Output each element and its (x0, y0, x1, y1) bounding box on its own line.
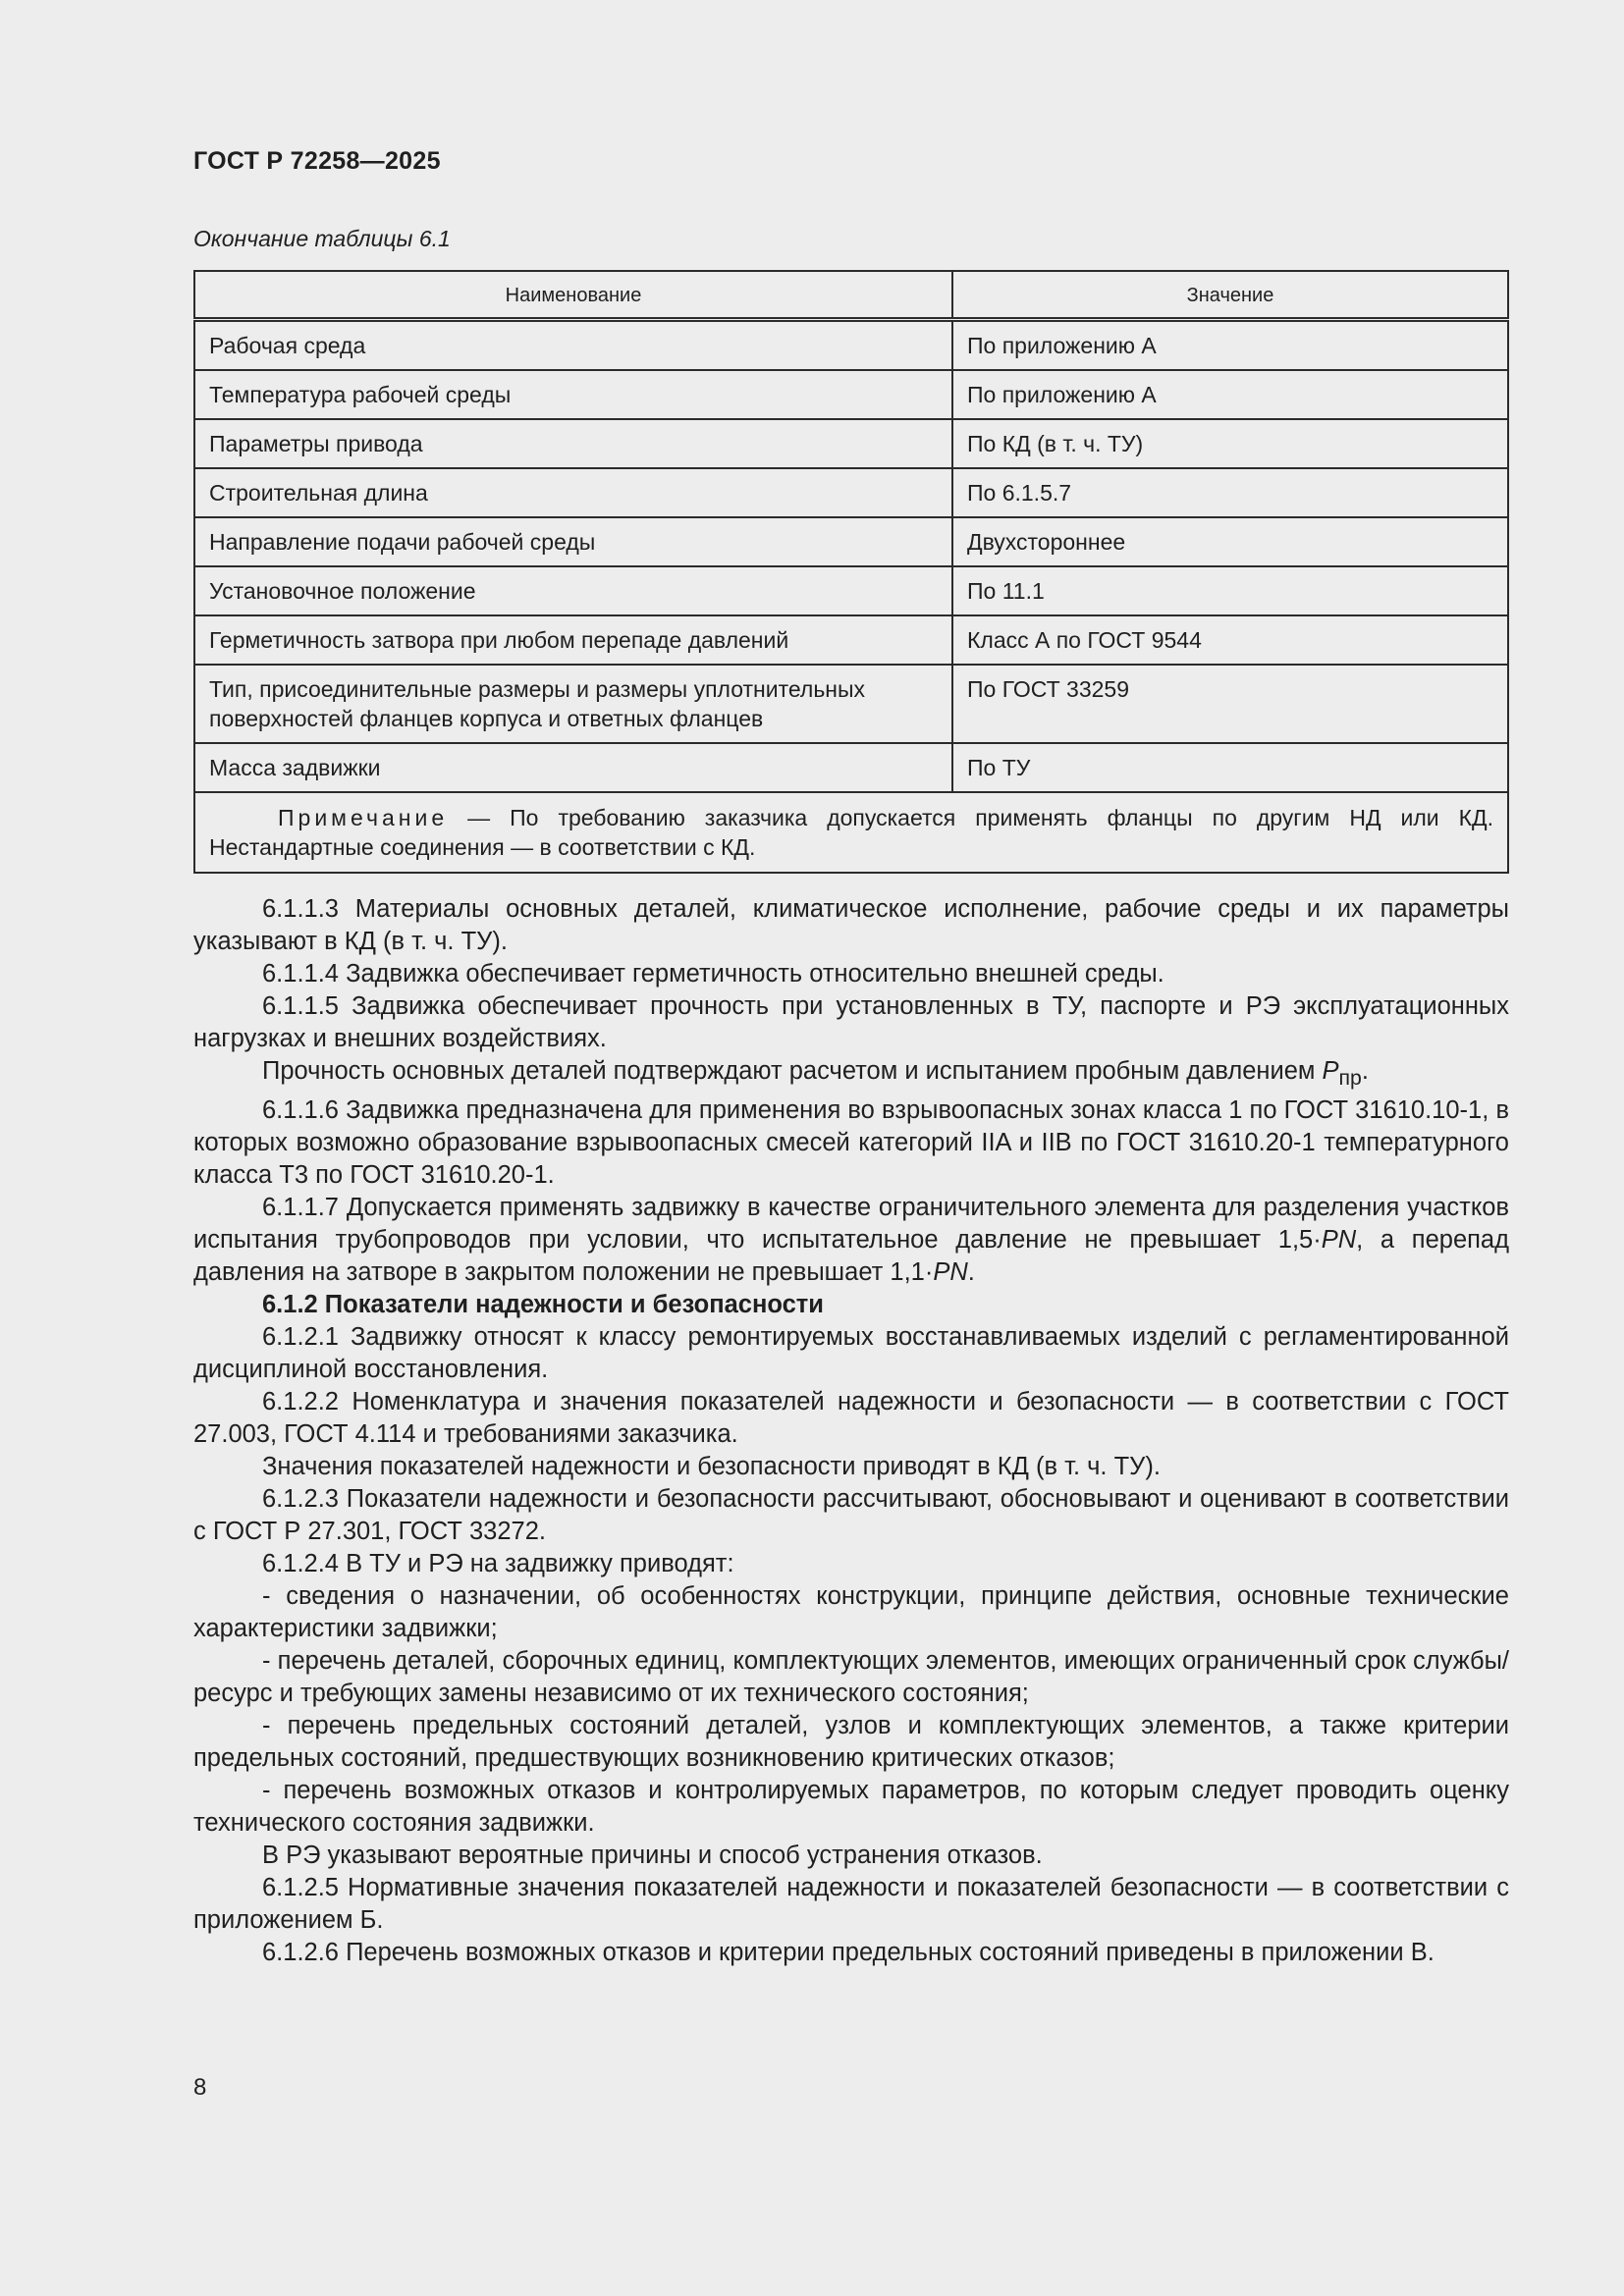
row-value: По ГОСТ 33259 (952, 665, 1508, 743)
list-item: - перечень деталей, сборочных единиц, комплектующих элементов, имеющих ограниченный срок службы/ресурс и требующих замены независимо от их технического состояния; (193, 1647, 1509, 1708)
specification-table (193, 270, 1509, 874)
table-row (194, 743, 1508, 792)
table-row (194, 468, 1508, 517)
paragraph: 6.1.2.5 Нормативные значения показателей надежности и показателей безопасности — в соответствии с приложением Б. (193, 1874, 1509, 1935)
section-heading: 6.1.2 Показатели надежности и безопасности (262, 1291, 824, 1319)
list-item: - перечень возможных отказов и контролируемых параметров, по которым следует проводить оценку технического состояния задвижки. (193, 1777, 1509, 1838)
paragraph: В РЭ указывают вероятные причины и способ устранения отказов. (262, 1842, 1043, 1870)
table-header-row (194, 271, 1508, 320)
row-value: По 11.1 (952, 566, 1508, 615)
table-row (194, 665, 1508, 743)
paragraph: 6.1.2.6 Перечень возможных отказов и критерии предельных состояний приведены в приложении В. (262, 1939, 1435, 1967)
row-value: По КД (в т. ч. ТУ) (952, 419, 1508, 468)
table-row (194, 370, 1508, 419)
paragraph: 6.1.1.4 Задвижка обеспечивает герметичность относительно внешней среды. (262, 960, 1164, 988)
paragraph: 6.1.1.6 Задвижка предназначена для применения во взрывоопасных зонах класса 1 по ГОСТ 31610.10-1, в которых возможно образование взрывоопасных смесей категорий IIA и IIB по ГОСТ 31610.20-1 температурного класса Т3 по ГОСТ 31610.20-1. (193, 1096, 1509, 1190)
row-value: По приложению А (952, 320, 1508, 371)
paragraph (193, 1192, 1509, 1289)
table-row (194, 566, 1508, 615)
row-value: По приложению А (952, 370, 1508, 419)
row-name: Тип, присоединительные размеры и размеры уплотнительных поверхностей фланцев корпуса и ответных фланцев (194, 665, 952, 743)
pressure-symbol: P (1322, 1057, 1339, 1085)
table-note (194, 792, 1508, 873)
pn-symbol: PN (933, 1258, 968, 1287)
note-label: Примечание (278, 805, 449, 830)
paragraph: 6.1.2.1 Задвижку относят к классу ремонтируемых восстанавливаемых изделий с регламентированной дисциплиной восстановления. (193, 1323, 1509, 1384)
pn-symbol: PN (1321, 1226, 1357, 1255)
body-text (193, 893, 1509, 1969)
document-code: ГОСТ Р 72258—2025 (193, 147, 441, 175)
paragraph: Значения показателей надежности и безопасности приводят в КД (в т. ч. ТУ). (262, 1453, 1161, 1481)
paragraph: 6.1.2.4 В ТУ и РЭ на задвижку приводят: (262, 1550, 734, 1578)
paragraph (193, 1055, 1509, 1095)
text-run: 6.1.1.7 Допускается применять задвижку в качестве ограничительного элемента для разделения участков испытания трубопроводов при условии, что испытательное давление не превышает 1,5· (193, 1194, 1509, 1255)
table-row (194, 320, 1508, 371)
list-item: - сведения о назначении, об особенностях конструкции, принципе действия, основные технические характеристики задвижки; (193, 1582, 1509, 1643)
table-note-row (194, 792, 1508, 873)
list-item: - перечень предельных состояний деталей, узлов и комплектующих элементов, а также критерии предельных состояний, предшествующих возникновению критических отказов; (193, 1712, 1509, 1773)
paragraph: 6.1.1.5 Задвижка обеспечивает прочность при установленных в ТУ, паспорте и РЭ эксплуатационных нагрузках и внешних воздействиях. (193, 992, 1509, 1052)
table-row (194, 419, 1508, 468)
row-name: Строительная длина (194, 468, 952, 517)
row-name: Направление подачи рабочей среды (194, 517, 952, 566)
table-row (194, 517, 1508, 566)
row-value: Класс А по ГОСТ 9544 (952, 615, 1508, 665)
row-name: Параметры привода (194, 419, 952, 468)
row-name: Герметичность затвора при любом перепаде давлений (194, 615, 952, 665)
column-header-value: Значение (952, 271, 1508, 320)
column-header-name: Наименование (194, 271, 952, 320)
text-run: . (1361, 1057, 1369, 1085)
row-name: Рабочая среда (194, 320, 952, 371)
row-name: Установочное положение (194, 566, 952, 615)
text-run: Прочность основных деталей подтверждают расчетом и испытанием пробным давлением (262, 1057, 1323, 1085)
row-value: Двухстороннее (952, 517, 1508, 566)
pressure-subscript: пр (1338, 1066, 1362, 1091)
paragraph: 6.1.2.3 Показатели надежности и безопасности рассчитывают, обосновывают и оценивают в соответствии с ГОСТ Р 27.301, ГОСТ 33272. (193, 1485, 1509, 1546)
table-row (194, 615, 1508, 665)
note-text: — По требованию заказчика допускается применять фланцы по другим НД или КД. Нестандартные соединения — в соответствии с КД. (209, 805, 1493, 860)
paragraph: 6.1.2.2 Номенклатура и значения показателей надежности и безопасности — в соответствии с ГОСТ 27.003, ГОСТ 4.114 и требованиями заказчика. (193, 1388, 1509, 1449)
row-value: По ТУ (952, 743, 1508, 792)
row-value: По 6.1.5.7 (952, 468, 1508, 517)
text-run: . (967, 1258, 975, 1287)
row-name: Масса задвижки (194, 743, 952, 792)
page-number: 8 (193, 2074, 207, 2101)
text-run: , а перепад давления на затворе в закрытом положении не превышает 1,1· (193, 1226, 1509, 1287)
table-caption: Окончание таблицы 6.1 (193, 226, 451, 251)
row-name: Температура рабочей среды (194, 370, 952, 419)
paragraph: 6.1.1.3 Материалы основных деталей, климатическое исполнение, рабочие среды и их параметры указывают в КД (в т. ч. ТУ). (193, 895, 1509, 955)
